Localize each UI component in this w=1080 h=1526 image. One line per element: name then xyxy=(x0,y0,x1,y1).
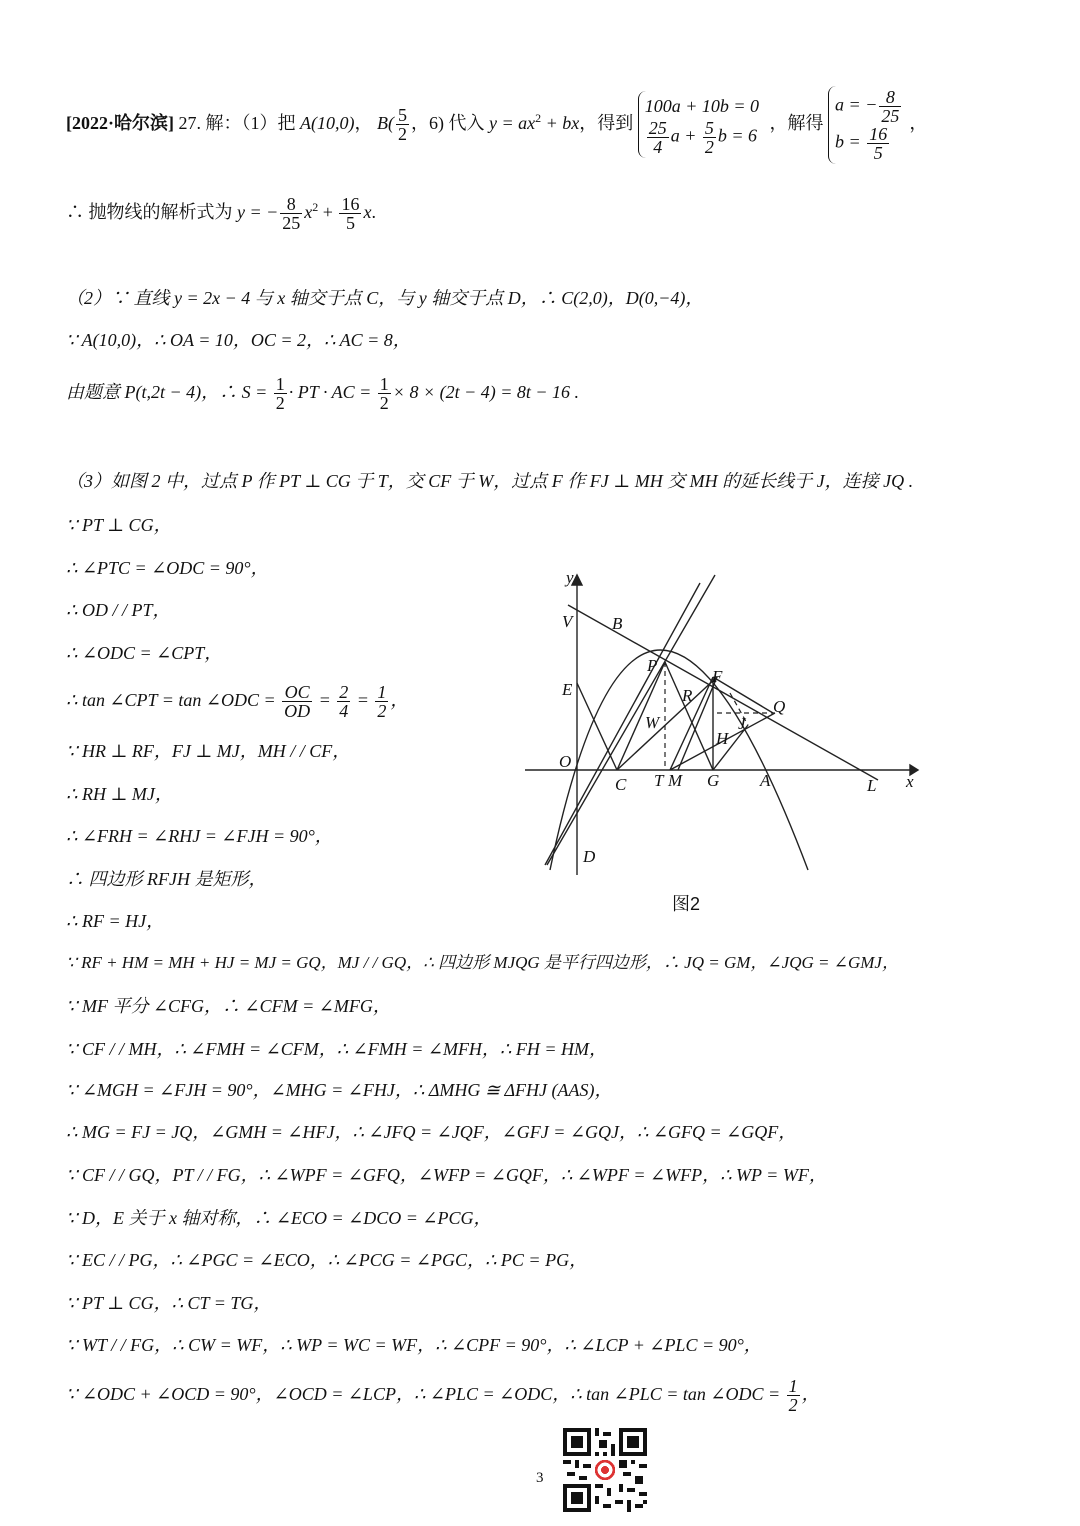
step: ∵ EC / / PG，∴ ∠PGC = ∠ECO，∴ ∠PCG = ∠PGC，∴ PC = PG， xyxy=(66,1250,588,1270)
label-V: V xyxy=(562,612,573,631)
label-T: T xyxy=(654,771,664,790)
step: ∵ HR ⊥ RF，FJ ⊥ MJ，MH / / CF， xyxy=(66,741,351,761)
step: ∵ RF + HM = MH + HJ = MJ = GQ，MJ / / GQ，∴ 四边形 MJQG 是平行四边形，∴ JQ = GM，∠JQG = ∠GMJ， xyxy=(66,953,899,972)
label-E: E xyxy=(562,680,573,699)
parabola-line: ∴ 抛物线的解析式为 y = − $\frac{8}{25}$ $x^2$ + $\frac{16}{5}$ x. xyxy=(66,194,376,234)
label-y: y xyxy=(566,568,574,587)
step: ∴ 四边形 RFJH 是矩形， xyxy=(66,869,267,889)
qr-code-icon[interactable] xyxy=(563,1428,647,1512)
equation-system: 100a + 10b = 0 $\frac{25}{4}$ a + $\frac{5}{2}$ b = 6 xyxy=(638,91,765,158)
label-P: P xyxy=(647,656,658,675)
label-Q: Q xyxy=(773,697,786,716)
step: ∴ ∠ODC = ∠CPT， xyxy=(66,643,223,663)
step: ∴ ∠FRH = ∠RHJ = ∠FJH = 90°， xyxy=(66,826,333,846)
figure-caption: 图2 xyxy=(672,894,701,914)
part2-line2: ∵ A(10,0)，∴ OA = 10，OC = 2，∴ AC = 8， xyxy=(66,330,411,350)
label-R: R xyxy=(682,686,693,705)
part1-line: [2022·哈尔滨] 27. 解：（1）把 A(10,0)， B( $\frac{5}{2}$ ，6) 代入 $y = ax^2$ + bx，得到 100a + 10b = 0 $\frac{25}{4}$ a + $\frac{5}{2}$ b = 6 ，解得 a = − $\frac{8}{25}$ b = $\frac{16}{5}$ ， xyxy=(66,86,928,163)
label-F: F xyxy=(712,667,723,686)
step: ∵ MF 平分 ∠CFG，∴ ∠CFM = ∠MFG， xyxy=(66,996,391,1016)
label-A: A xyxy=(760,771,771,790)
label-W: W xyxy=(645,713,660,732)
step: ∴ OD / / PT， xyxy=(66,600,171,620)
step: ∵ CF / / GQ，PT / / FG，∴ ∠WPF = ∠GFQ，∠WFP = ∠GQF，∴ ∠WPF = ∠WFP，∴ WP = WF， xyxy=(66,1165,827,1185)
label-x: x xyxy=(906,772,914,791)
label-B: B xyxy=(612,614,623,633)
line-ec xyxy=(577,683,617,770)
geometry-figure xyxy=(520,565,920,880)
label-L: L xyxy=(867,776,877,795)
step: ∴ RF = HJ， xyxy=(66,911,165,931)
label-C: C xyxy=(615,775,627,794)
step: ∵ PT ⊥ CG，∴ CT = TG， xyxy=(66,1293,272,1313)
part3-intro: （3）如图 2 中，过点 P 作 PT ⊥ CG 于 T，交 CF 于 W，过点 F 作 FJ ⊥ MH 交 MH 的延长线于 J，连接 JQ . xyxy=(66,471,914,491)
label-J: J xyxy=(738,714,746,733)
step-final: ∵ ∠ODC + ∠OCD = 90°，∠OCD = ∠LCP，∴ ∠PLC = ∠ODC，∴ tan ∠PLC = tan ∠ODC = $\frac{1}{2}$ ， xyxy=(66,1376,820,1416)
step: ∴ RH ⊥ MJ， xyxy=(66,784,173,804)
source-tag: [2022·哈尔滨] xyxy=(66,113,174,133)
step: ∵ ∠MGH = ∠FJH = 90°，∠MHG = ∠FHJ，∴ ΔMHG ≅ ΔFHJ (AAS)， xyxy=(66,1080,613,1100)
step: ∵ CF / / MH，∴ ∠FMH = ∠CFM，∴ ∠FMH = ∠MFH，∴ FH = HM， xyxy=(66,1039,608,1059)
solution-system: a = − $\frac{8}{25}$ b = $\frac{16}{5}$ xyxy=(828,86,909,164)
step: ∵ PT ⊥ CG， xyxy=(66,515,172,535)
solution-label: 解： xyxy=(205,113,242,133)
label-M: M xyxy=(668,771,683,790)
step: ∵ D，E 关于 x 轴对称，∴ ∠ECO = ∠DCO = ∠PCG， xyxy=(66,1208,492,1228)
label-H: H xyxy=(716,729,729,748)
step: ∵ WT / / FG，∴ CW = WF，∴ WP = WC = WF，∴ ∠CPF = 90°，∴ ∠LCP + ∠PLC = 90°， xyxy=(66,1335,762,1355)
part2-line1: （2）∵ 直线 y = 2x − 4 与 x 轴交于点 C，与 y 轴交于点 D，∴ C(2,0)，D(0,−4)， xyxy=(66,288,704,308)
step: ∴ ∠PTC = ∠ODC = 90°， xyxy=(66,558,269,578)
page-number: 3 xyxy=(536,1470,544,1486)
step-tan: ∴ tan ∠CPT = tan ∠ODC = $\frac{OC}{OD}$ = $\frac{2}{4}$ = $\frac{1}{2}$ ， xyxy=(66,682,409,722)
label-G: G xyxy=(707,771,720,790)
step: ∴ MG = FJ = JQ，∠GMH = ∠HFJ，∴ ∠JFQ = ∠JQF，∠GFJ = ∠GQJ，∴ ∠GFQ = ∠GQF， xyxy=(66,1122,797,1142)
fraction: $\frac{5}{2}$ xyxy=(397,105,407,145)
problem-number: 27. xyxy=(178,113,201,133)
parabola xyxy=(550,650,808,870)
label-O: O xyxy=(559,752,572,771)
part2-line3: 由题意 P(t,2t − 4)，∴ S = $\frac{1}{2}$ · PT · AC = $\frac{1}{2}$ × 8 × (2t − 4) = 8t − 16 . xyxy=(66,374,580,414)
label-D: D xyxy=(583,847,596,866)
